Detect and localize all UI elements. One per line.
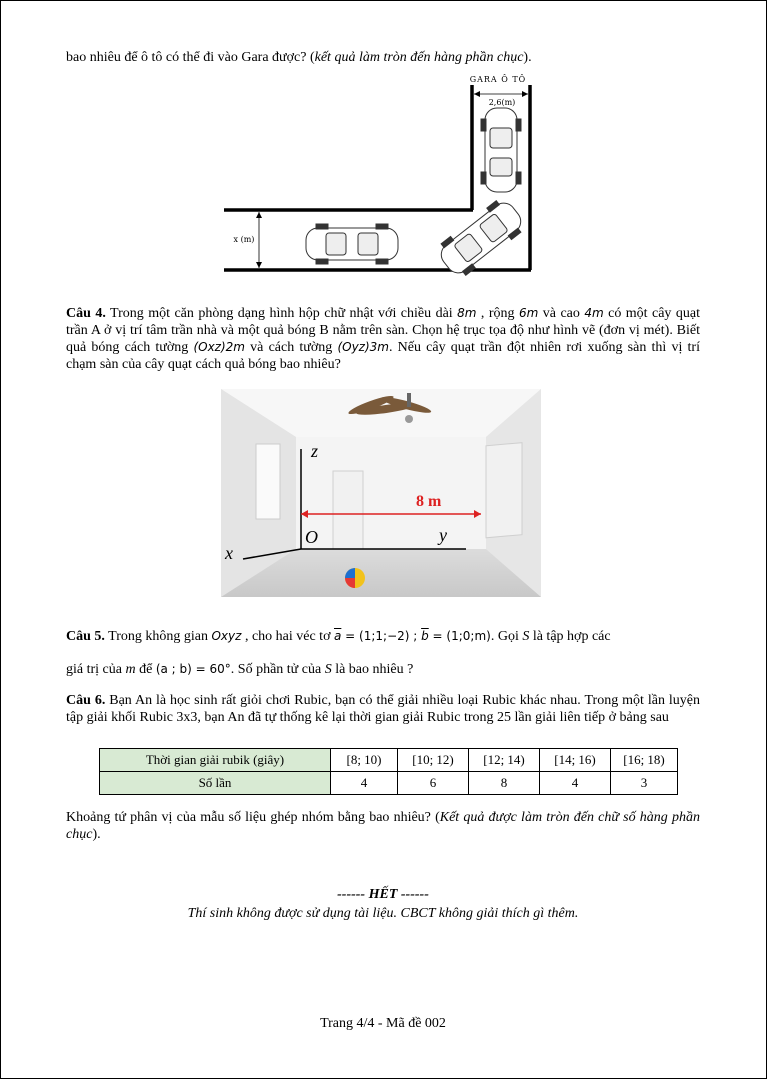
table-cell: 4 (540, 772, 611, 795)
q5-math: = (1;0;m) (428, 629, 491, 643)
page-footer: Trang 4/4 - Mã đề 002 (320, 1016, 446, 1031)
garage-label: GARA Ô TÔ (469, 75, 527, 84)
x-label: x (m) (233, 235, 255, 244)
intro-line (66, 49, 700, 66)
question-5-line1 (66, 628, 700, 645)
q5-angle: (a ; b) = 60° (155, 662, 231, 676)
q4-label: Câu 4. (66, 306, 106, 321)
car-left (306, 224, 398, 264)
car-in-garage (481, 108, 521, 192)
question-6 (66, 692, 700, 726)
question-5-line2 (66, 661, 700, 678)
q4-math: 4m (584, 306, 604, 320)
room-length-label: 8 m (416, 493, 442, 510)
table-header: Thời gian giải rubik (giây) (100, 749, 331, 772)
q4-math: 6m (519, 306, 539, 320)
q4-math: 2m (225, 340, 245, 354)
garage-width-label: 2,6(m) (488, 98, 516, 107)
q4-text: , rộng (476, 306, 519, 321)
question-6-after (66, 809, 700, 843)
q5-symbol: m (125, 662, 136, 677)
table-cell: [14; 16) (540, 749, 611, 772)
q6-after-text: Khoảng tứ phân vị của mẫu số liệu ghép nhóm bằng bao nhiêu? ( (66, 810, 440, 825)
q5-text: là tập hợp các (529, 629, 611, 644)
q6-text: Bạn An là học sinh rất giỏi chơi Rubic, bạn có thể giải nhiều loại Rubic khác nhau. Trong một lần luyện tập giải khối Rubic 3x3, bạn An đã tự thống kê lại thời gian giải Rubic trong 25 lần giải liên tiếp ở bảng sau (66, 693, 700, 725)
q5-text: , cho hai véc tơ (241, 629, 334, 644)
q6-after-italic: Kết quả được làm tròn đến chữ số hàng phần chục (66, 810, 700, 842)
q5-symbol: S (324, 662, 332, 677)
q5-text: để (135, 662, 156, 677)
q4-math: (Oyz) (337, 340, 370, 354)
q4-math: 3m (369, 340, 389, 354)
table-cell: 3 (611, 772, 678, 795)
table-cell: [8; 10) (331, 749, 398, 772)
q5-text: . Số phần tử của (230, 662, 325, 677)
table-cell: [10; 12) (398, 749, 469, 772)
q5-vector-a: $\overline{a}$ (333, 629, 342, 643)
intro-italic: kết quả làm tròn đến hàng phần chục (314, 50, 524, 65)
end-note: Thí sinh không được sử dụng tài liệu. CBCT không giải thích gì thêm. (187, 906, 579, 921)
table-cell: 6 (398, 772, 469, 795)
table-cell: [12; 14) (469, 749, 540, 772)
origin-label: O (305, 527, 318, 547)
room-figure (221, 389, 541, 597)
table-header: Số lần (100, 772, 331, 795)
q5-text: Trong không gian (104, 629, 212, 644)
q4-text: và cao (538, 306, 585, 321)
table-row (100, 749, 678, 772)
q5-text: giá trị của (66, 662, 126, 677)
q5-vector-b: $\overline{b}$ (421, 629, 429, 643)
ball-icon (345, 568, 365, 588)
table-cell: 8 (469, 772, 540, 795)
q4-math: (Oxz) (193, 340, 226, 354)
q4-text: . Nếu cây quạt trần đột nhiên rơi xuống sàn thì vị trí chạm sàn của cây quạt cách quả bóng bao nhiêu? (66, 340, 700, 372)
question-4 (66, 305, 700, 373)
q4-text: và cách tường (245, 340, 338, 355)
table-cell: 4 (331, 772, 398, 795)
q4-text: Trong một căn phòng dạng hình hộp chữ nhật với chiều dài (105, 306, 458, 321)
q5-symbol: S (522, 629, 530, 644)
q5-math: Oxyz (211, 629, 242, 643)
q5-text: . Gọi (490, 629, 523, 644)
q5-math: = (1;1;−2) ; (341, 629, 422, 643)
axis-x-label: x (225, 543, 233, 563)
garage-figure (222, 72, 542, 276)
end-marker: ------ HẾT ------ (337, 887, 429, 902)
car-turning (434, 195, 528, 276)
q5-text: là bao nhiêu ? (331, 662, 414, 677)
intro-end: ). (523, 50, 532, 65)
axis-y-label: y (439, 525, 447, 545)
rubik-table (99, 748, 678, 795)
q6-label: Câu 6. (66, 693, 106, 708)
table-row (100, 772, 678, 795)
axis-z-label: z (311, 441, 319, 461)
table-cell: [16; 18) (611, 749, 678, 772)
intro-text: bao nhiêu để ô tô có thể đi vào Gara được? ( (66, 50, 315, 65)
q4-text: có một cây quạt trần A ở vị trí tâm trần nhà và một quả bóng B nằm trên sàn. Chọn hệ trục tọa độ như hình vẽ (đơn vị mét). Biết quả bóng cách tường (66, 306, 700, 355)
q4-math: 8m (457, 306, 477, 320)
q5-label: Câu 5. (66, 629, 105, 644)
q6-after-end: ). (92, 827, 101, 842)
